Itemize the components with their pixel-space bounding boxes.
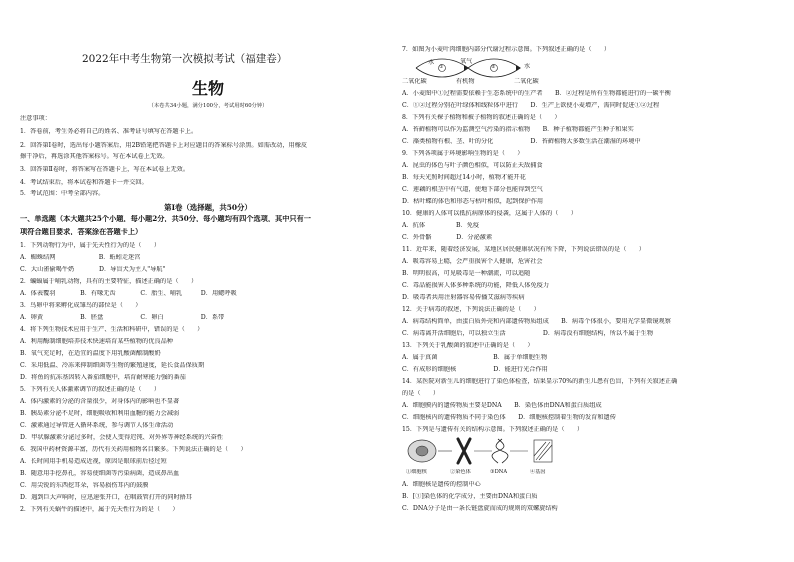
- question-line: A．细胞核是遗传的控制中心: [402, 481, 481, 488]
- question-line: D．甲状腺激素分泌过多时，会使人变得迟钝、对外界等神经系统的兴奋性: [20, 434, 223, 441]
- section-title: 第Ⅰ卷（选择题，共50分）: [164, 203, 252, 212]
- question-line: A．长时间用手机易造成近视，原因是眼球前后径过短: [20, 458, 167, 465]
- arrow-head-icon: [516, 65, 521, 71]
- diagram-label-co2-right: 二氧化碳: [514, 78, 539, 85]
- section-intro: 一、单选题（本大题共25个小题，每小题2分，共50分，每小题均有四个选项，其中只有一: [20, 215, 311, 222]
- question-line: B．每天光照时间超过14小时，植物才能开花: [402, 174, 526, 181]
- question-line: D．将鱼的抗冻基因转入番茄细胞中，培育耐寒能力强的番茄: [20, 374, 186, 381]
- diagram-label-co2-left: 二氧化碳: [402, 78, 427, 85]
- question-line: A．吸毒容易上瘾，会严重损害个人健康，危害社会: [402, 258, 543, 265]
- diagram-step-1: ①: [439, 64, 444, 70]
- question-line: C．细胞核内的遗传物质不同于染色体 D．细胞核控制着生物的发育和遗传: [402, 414, 616, 421]
- question-line: D．遇到巨大声响时，应迅速张开口，在咽鼓管打开的同时捂耳: [20, 494, 193, 501]
- question-line: C．藻类植物有根、茎、叶的分化 D．苔藓植物大多数生活在潮湿的环境中: [402, 138, 641, 145]
- question-line: 13．下列关于乳酸菌的叙述中正确的是（ ）: [402, 342, 534, 349]
- question-line: C．毒品能损害人体多种系统的功能，降低人体免疫力: [402, 282, 550, 289]
- question-line: A．苔藓植物可以作为监测空气污染的指示植物 B．种子植物都能产生种子和果实: [402, 126, 634, 133]
- cell-nucleus-figure: [408, 440, 436, 462]
- question-line: B．明明很高，可见吸毒是一种潮流，可以追随: [402, 270, 531, 277]
- question-line: 10．健康的人体可以抵抗病原体的侵袭，这属于人体的（ ）: [402, 210, 577, 217]
- question-line: 6．我国中药材资源丰富，历代有关药用植物名目繁多。下列说法正确的是（ ）: [20, 446, 247, 453]
- question-line: A．抗体 B．免疫: [402, 222, 480, 229]
- question-line: A．体内激素的分泌的含量很少，对身体内的影响也不显著: [20, 398, 180, 405]
- dna-helix-figure: [492, 439, 508, 463]
- question-line: 3．鸟卵中将来孵化成雏鸟的部位是（ ）: [20, 302, 142, 309]
- section-intro: 项符合题目要求，答案涂在答题卡上）: [20, 228, 143, 235]
- exam-title: 2022年中考生物第一次模拟考试（福建卷）: [82, 53, 288, 65]
- diagram-label-water: 水: [428, 59, 435, 66]
- genetics-diagram: [406, 436, 582, 468]
- metabolism-diagram: [402, 54, 562, 92]
- question-line: 15．下列是与遗传有关的结构示意图。下列叙述正确的是（ ）: [402, 426, 584, 433]
- question-line: C．DNA分子是由一条长链盘旋而成的规则的双螺旋结构: [402, 505, 558, 512]
- question-line: 8．下列有关裸子植物和被子植物的叙述正确的是（ ）: [402, 114, 561, 121]
- question-line: 14．某医院对新生儿的细胞进行了染色体检查，结果显示70%的新生儿患有色盲，下列有关叙述正确: [402, 378, 678, 385]
- question-line: B．随意用手挖鼻孔，容易使细菌等污染病菌，造成鼻出血: [20, 470, 180, 477]
- question-line: 7．如图为小麦叶肉细胞内部分代谢过程示意图。下列叙述正确的是（ ）: [402, 46, 611, 53]
- question-line: 12．关于病毒的叙述，下列说法正确的是（ ）: [402, 306, 540, 313]
- question-line: A．蜘蛛结网 B．蚯蚓走迷宫: [20, 254, 141, 261]
- question-line: 11．近年来，随着经济发展，某地区居民健康状况有所下降，下列说法错误的是（ ）: [402, 246, 645, 253]
- question-line: A．昆虫的体色与叶子颜色相似，可以防止天敌捕食: [402, 162, 543, 169]
- question-line: A．利用酶制细胞培养技术快速培育某些植物的优良品种: [20, 338, 173, 345]
- question-line: 1．下列动物行为中，属于先天性行为的是（ ）: [20, 242, 161, 249]
- note-line: 1．答卷前，考生务必将自己的姓名、准考证号填写在答题卡上。: [20, 128, 198, 135]
- question-line: A．体表覆羽 B．有喙无齿 C．胎生、哺乳 D．用鳃呼吸: [20, 290, 237, 297]
- question-line: D．吸毒者共用注射器容易传播艾滋病等疾病: [402, 294, 525, 301]
- note-line: 2．回答第Ⅰ卷时，选出每小题答案后，用2B铅笔把答题卡上对应题目的答案标号涂黑。如需改动，用橡皮: [20, 142, 308, 149]
- question-line: C．①②过程分别在叶绿体和线粒体中进行 D．生产上欲使小麦增产，需同时促进①②过程: [402, 102, 660, 109]
- gene-label: ①细胞核: [406, 469, 427, 475]
- question-line: 2．下列有关蜗牛的描述中，属于先天性行为的是（ ）: [20, 506, 179, 513]
- diagram-label-organic: 有机物: [456, 78, 475, 85]
- question-line: 的是（ ）: [402, 390, 440, 397]
- question-line: A．病毒结构简单，由蛋白质外壳和内部遗传物质组成 B．病毒个体很小，要用光学显微镜观察: [402, 318, 671, 325]
- question-line: A．细胞膜内的遗传物质主要是DNA B．染色体由DNA和蛋白质组成: [402, 402, 602, 409]
- note-line: 擦干净后，再选涂其他答案标号。写在本试卷上无效。: [20, 153, 169, 160]
- question-line: B．[①]染色体的化学成分，主要由DNA和蛋白质: [402, 493, 538, 500]
- gene-label: ③DNA: [490, 469, 508, 475]
- question-line: A．属于真菌 B．属于单细胞生物: [402, 354, 548, 361]
- gene-label: ④基因: [530, 469, 546, 475]
- question-line: B．氧气充足时，在适宜的温度下用乳酸菌酿制酸奶: [20, 350, 161, 357]
- note-line: 4．考试结束后，将本试卷和答题卡一并交回。: [20, 179, 148, 186]
- question-line: C．外骨骼 D．分泌激素: [402, 234, 493, 241]
- diagram-label-oxygen: 氧气: [460, 58, 473, 65]
- notes-title: 注意事项：: [20, 115, 51, 122]
- question-line: C．有成形的细胞核 D．能进行光合作用: [402, 366, 548, 373]
- exam-meta: （本卷共34小题，满分100分，考试用时60分钟）: [148, 103, 268, 109]
- question-line: C．病毒离开活细胞后，可以独立生活 D．病毒没有细胞结构，所以不属于生物: [402, 330, 654, 337]
- question-line: 2．蝙蝠属于哺乳动物，具有的主要特征，描述正确的是（ ）: [20, 278, 198, 285]
- gene-label: ②染色体: [450, 469, 471, 475]
- arrow-head-icon: [464, 65, 469, 71]
- question-line: C．采用低温、冷冻来抑制细菌等生物的繁殖速度，延长食品保质期: [20, 362, 205, 369]
- question-line: B．胰岛素分泌不足时，细胞吸收和利用血糖的能力会减弱: [20, 410, 180, 417]
- subject-heading: 生物: [191, 79, 224, 98]
- question-line: D．枯叶蝶的体色和形态与枯叶相似，起到保护作用: [402, 198, 544, 205]
- question-line: 5．下列有关人体激素调节的叙述正确的是（ ）: [20, 386, 161, 393]
- note-line: 3．回答第Ⅱ卷时，将答案写在答题卡上，写在本试卷上无效。: [20, 166, 190, 173]
- question-line: C．用尖锐的东西挖耳朵，容易损伤耳内的鼓膜: [20, 482, 149, 489]
- diagram-step-2: ②: [491, 64, 496, 70]
- note-line: 5．考试范围：中考全部内容。: [20, 190, 105, 197]
- question-line: 4．将下列生物技术应用于生产、生活和科研中，错误的是（ ）: [20, 326, 204, 333]
- question-line: C．大山雀偷喝牛奶 D．导盲犬为主人"导航": [20, 266, 166, 273]
- chromosome-figure: [458, 439, 470, 463]
- question-line: 9．下列各项属于环境影响生物的是（ ）: [402, 150, 524, 157]
- question-line: A．小麦图中①过程需要依赖于生态系统中的生产者 B．②过程是所有生物都能进行的一碳平衡: [402, 90, 671, 97]
- question-line: A．卵黄 B．胚盘 C．卵白 D．系带: [20, 314, 225, 321]
- question-line: C．激素通过导管进入循环系统，参与调节人体生命活动: [20, 422, 174, 429]
- question-line: C．莲藕的根茎中有气道，使地下部分也能得到空气: [402, 186, 543, 193]
- diagram-label-water-right: 水: [524, 63, 531, 70]
- gene-figure: [534, 440, 552, 462]
